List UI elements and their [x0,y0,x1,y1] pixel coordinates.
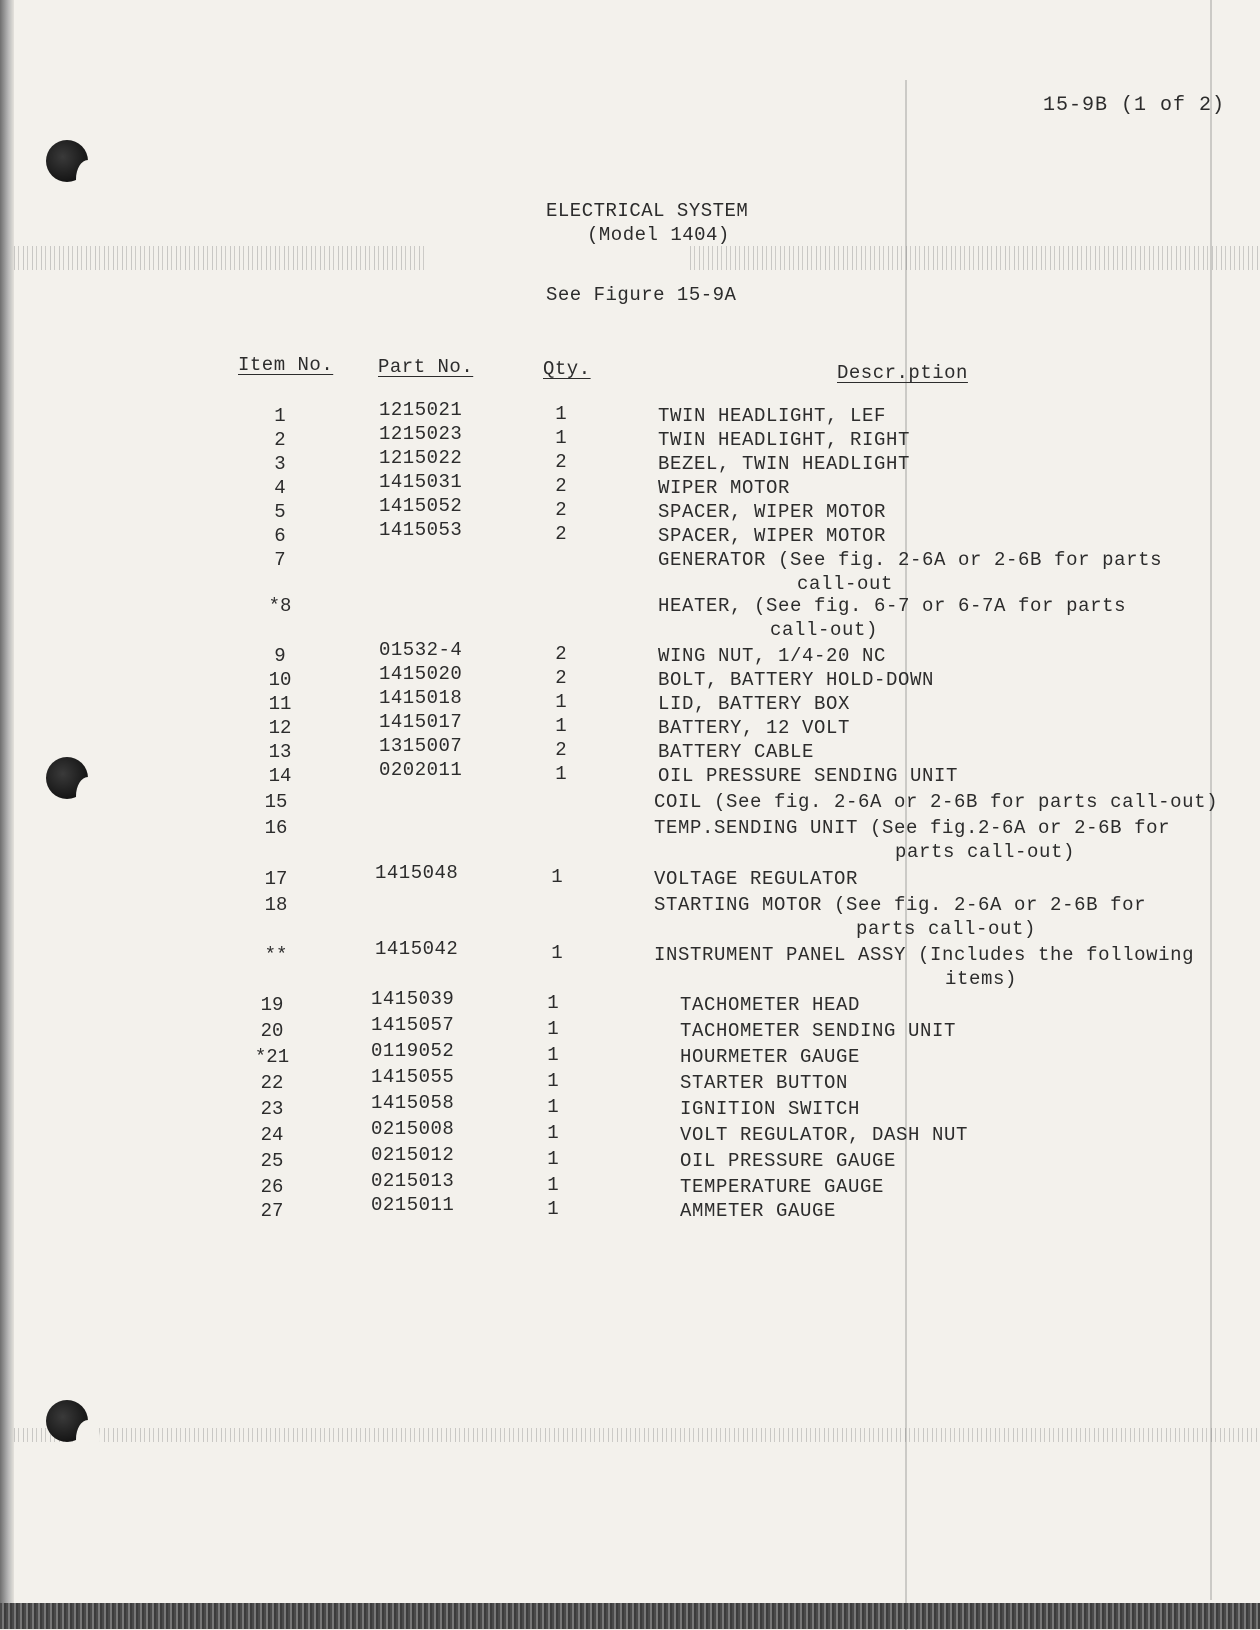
table-row [0,687,1260,717]
item-number: 18 [264,894,288,916]
quantity: 1 [547,1096,559,1118]
table-row [0,519,1260,549]
table-row [0,1118,1260,1148]
item-number: 6 [274,525,286,547]
description: TACHOMETER SENDING UNIT [680,1020,957,1042]
quantity: 1 [547,1070,559,1092]
description-continuation: call-out) [770,619,879,641]
scan-noise [690,246,1260,270]
part-number: 1415042 [375,938,459,960]
quantity: 1 [555,763,567,785]
table-row [0,423,1260,453]
item-number: 3 [274,453,286,475]
description: VOLT REGULATOR, DASH NUT [680,1124,969,1146]
table-row [0,447,1260,477]
quantity: 1 [547,1198,559,1220]
description: STARTING MOTOR (See fig. 2-6A or 2-6B for [654,894,1147,916]
table-row [0,735,1260,765]
table-row [0,862,1260,892]
part-number: 1415053 [379,519,463,541]
part-number: 1215021 [379,399,463,421]
description: BATTERY CABLE [658,741,815,763]
item-number: ** [264,944,288,966]
description: TWIN HEADLIGHT, LEF [658,405,887,427]
item-number: 22 [260,1072,284,1094]
part-number: 0215012 [371,1144,455,1166]
description: BEZEL, TWIN HEADLIGHT [658,453,911,475]
quantity: 2 [555,451,567,473]
quantity: 1 [555,403,567,425]
header-part-no: Part No. [378,356,474,378]
part-number: 1415048 [375,862,459,884]
table-row [0,1170,1260,1200]
quantity: 2 [555,667,567,689]
description: BATTERY, 12 VOLT [658,717,851,739]
quantity: 1 [555,691,567,713]
description: WIPER MOTOR [658,477,791,499]
part-number: 1215022 [379,447,463,469]
item-number: 15 [264,791,288,813]
quantity: 1 [547,1174,559,1196]
item-number: 24 [260,1124,284,1146]
part-number: 1315007 [379,735,463,757]
quantity: 1 [555,715,567,737]
quantity: 1 [547,1018,559,1040]
item-number: 14 [268,765,292,787]
quantity: 1 [551,942,563,964]
table-row [0,471,1260,501]
table-row [0,1092,1260,1122]
punch-hole [46,1400,88,1442]
description: STARTER BUTTON [680,1072,849,1094]
item-number: 13 [268,741,292,763]
header-description: Descr.ption [837,362,968,384]
part-number: 01532-4 [379,639,463,661]
description: HEATER, (See fig. 6-7 or 6-7A for parts [658,595,1127,617]
part-number: 1415020 [379,663,463,685]
document-title: ELECTRICAL SYSTEM [546,200,749,222]
item-number: 2 [274,429,286,451]
item-number: 10 [268,669,292,691]
description: AMMETER GAUGE [680,1200,837,1222]
description: GENERATOR (See fig. 2-6A or 2-6B for parts [658,549,1163,571]
scan-noise [14,246,424,270]
part-number: 0215011 [371,1194,455,1216]
description: IGNITION SWITCH [680,1098,861,1120]
quantity: 2 [555,643,567,665]
table-row [0,817,1260,863]
item-number: *21 [254,1046,290,1068]
item-number: 1 [274,405,286,427]
item-number: 4 [274,477,286,499]
scan-noise [14,1428,1260,1442]
table-row [0,759,1260,789]
item-number: 7 [274,549,286,571]
description: INSTRUMENT PANEL ASSY (Includes the following [654,944,1195,966]
description: OIL PRESSURE GAUGE [680,1150,897,1172]
part-number: 1415052 [379,495,463,517]
part-number: 1415058 [371,1092,455,1114]
part-number: 1415031 [379,471,463,493]
table-row [0,1144,1260,1174]
table-row [0,711,1260,741]
description-continuation: parts call-out) [895,841,1076,863]
part-number: 0215008 [371,1118,455,1140]
scan-bottom-edge [0,1603,1260,1629]
description-continuation: call-out [797,573,894,595]
description: HOURMETER GAUGE [680,1046,861,1068]
item-number: 17 [264,868,288,890]
table-row [0,1066,1260,1096]
quantity: 2 [555,523,567,545]
description: LID, BATTERY BOX [658,693,851,715]
part-number: 0215013 [371,1170,455,1192]
table-row [0,495,1260,525]
item-number: *8 [268,595,292,617]
table-row [0,549,1260,595]
item-number: 25 [260,1150,284,1172]
part-number: 1415039 [371,988,455,1010]
part-number: 0119052 [371,1040,455,1062]
item-number: 20 [260,1020,284,1042]
item-number: 26 [260,1176,284,1198]
punch-hole [46,140,88,182]
item-number: 11 [268,693,292,715]
item-number: 27 [260,1200,284,1222]
part-number: 1415018 [379,687,463,709]
item-number: 16 [264,817,288,839]
description: VOLTAGE REGULATOR [654,868,859,890]
table-row [0,399,1260,429]
quantity: 2 [555,475,567,497]
table-row [0,791,1260,815]
document-subtitle: (Model 1404) [587,224,730,246]
part-number: 1415055 [371,1066,455,1088]
header-qty: Qty. [543,358,591,380]
quantity: 1 [555,427,567,449]
part-number: 1415017 [379,711,463,733]
description-continuation: parts call-out) [856,918,1037,940]
table-row [0,938,1260,990]
description: TEMPERATURE GAUGE [680,1176,885,1198]
quantity: 2 [555,499,567,521]
quantity: 1 [547,1044,559,1066]
figure-reference: See Figure 15-9A [546,284,737,306]
description: COIL (See fig. 2-6A or 2-6B for parts call-out) [654,791,1219,813]
table-row [0,595,1260,641]
table-row [0,639,1260,669]
table-row [0,988,1260,1018]
part-number: 1415057 [371,1014,455,1036]
description: WING NUT, 1/4-20 NC [658,645,887,667]
quantity: 1 [547,992,559,1014]
part-number: 0202011 [379,759,463,781]
header-item-no: Item No. [238,354,334,376]
item-number: 9 [274,645,286,667]
item-number: 12 [268,717,292,739]
quantity: 1 [551,866,563,888]
description-continuation: items) [945,968,1018,990]
description: OIL PRESSURE SENDING UNIT [658,765,959,787]
table-row [0,1040,1260,1070]
table-row [0,894,1260,940]
table-row [0,1194,1260,1224]
description: TWIN HEADLIGHT, RIGHT [658,429,911,451]
page-reference: 15-9B (1 of 2) [1043,94,1226,117]
part-number: 1215023 [379,423,463,445]
table-row [0,1014,1260,1044]
table-row [0,663,1260,693]
quantity: 2 [555,739,567,761]
item-number: 23 [260,1098,284,1120]
item-number: 5 [274,501,286,523]
quantity: 1 [547,1148,559,1170]
description: TEMP.SENDING UNIT (See fig.2-6A or 2-6B for [654,817,1171,839]
description: SPACER, WIPER MOTOR [658,501,887,523]
description: TACHOMETER HEAD [680,994,861,1016]
quantity: 1 [547,1122,559,1144]
description: SPACER, WIPER MOTOR [658,525,887,547]
description: BOLT, BATTERY HOLD-DOWN [658,669,935,691]
item-number: 19 [260,994,284,1016]
